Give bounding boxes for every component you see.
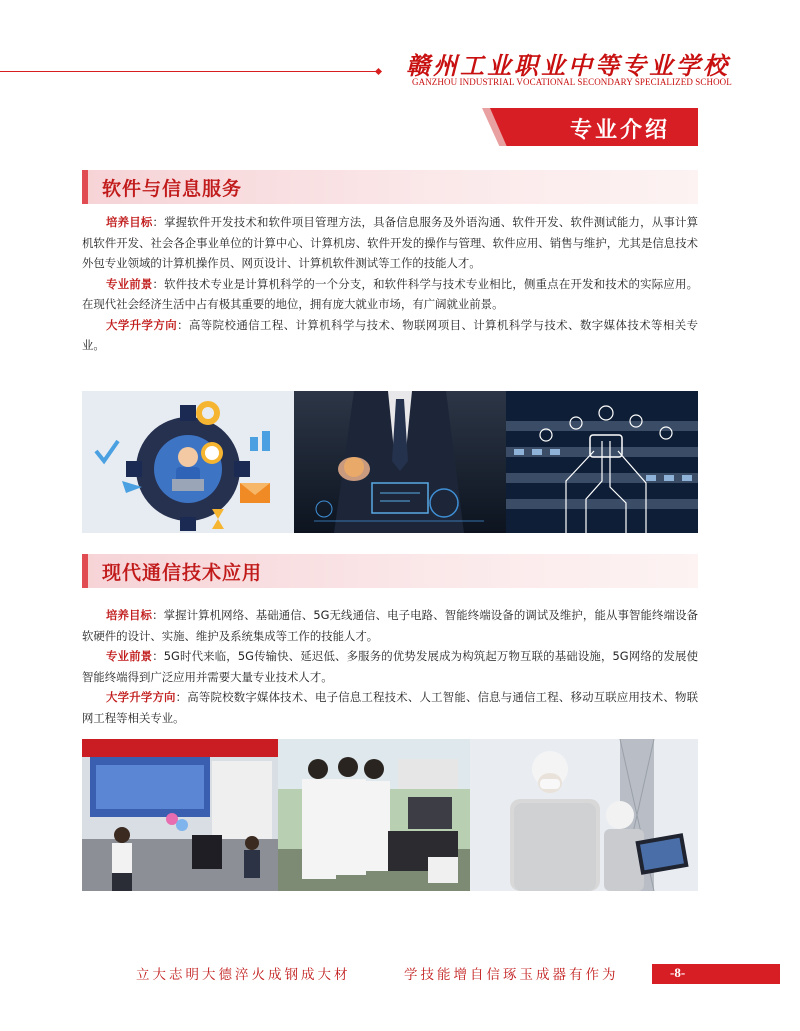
photo-software-illustration [82,391,294,533]
school-name-cn: 赣州工业职业中等专业学校 [406,51,730,80]
paragraph-study [82,315,698,356]
section-body-software [82,212,698,356]
photo-5g-exhibition [82,739,278,891]
text-prospect: ：软件技术专业是计算机科学的一个分支，和软件科学与技术专业相比，侧重点在开发和技术的实际应用。在现代社会经济生活中占有极其重要的地位，拥有庞大就业市场，有广阔就业前景。 [82,276,698,311]
header-rule [0,71,378,72]
label-prospect: 专业前景 [106,276,153,291]
section-title: 软件与信息服务 [102,178,243,200]
paragraph-prospect [82,646,698,687]
paragraph-goal [82,605,698,646]
label-goal: 培养目标 [106,608,153,622]
text-study: ：高等院校通信工程、计算机科学与技术、物联网项目、计算机科学与技术、数字媒体技术等相关专业。 [82,317,698,352]
text-goal: ：掌握计算机网络、基础通信、5G无线通信、电子电路、智能终端设备的调试及维护，能从事智能终端设备软硬件的设计、实施、维护及系统集成等工作的技能人才。 [82,608,698,643]
section-header-accent [82,170,88,204]
section-header-telecom [82,554,698,588]
paragraph-study [82,687,698,728]
footer-motto-left: 立大志明大德淬火成钢成大材 [136,967,351,983]
text-prospect: ：5G时代来临，5G传输快、延迟低、多服务的优势发展成为构筑起万物互联的基础设施，5G网络的发展使智能终端得到广泛应用并需要大量专业技术人才。 [82,649,698,684]
page-number-box [652,964,780,984]
paragraph-goal [82,212,698,274]
photo-students-lab [278,739,470,891]
footer-motto-right: 学技能增自信琢玉成器有作为 [404,967,619,983]
section-header-accent [82,554,88,588]
label-study: 大学升学方向 [106,317,178,332]
page-number: -8- [670,965,686,980]
text-study: ：高等院校数字媒体技术、电子信息工程技术、人工智能、信息与通信工程、移动互联应用技术、物联网工程等相关专业。 [82,690,698,725]
banner-title: 专业介绍 [569,118,670,143]
section-title: 现代通信技术应用 [102,562,263,584]
section-header-software [82,170,698,204]
paragraph-prospect [82,274,698,315]
photo-business-touchscreen [294,391,506,533]
label-prospect: 专业前景 [106,649,153,663]
text-goal: ：掌握软件开发技术和软件项目管理方法，具备信息服务及外语沟通、软件开发、软件测试能力，从事计算机软件开发、社会各企事业单位的计算中心、计算机房、软件开发的操作与管理、软件应用、销售与维护，尤其是信息技术外包专业领域的计算机操作员、网页设计、计算机软件测试等工作的技能人才。 [82,215,698,270]
photo-server-circuit [506,391,698,533]
section-body-telecom [82,605,698,728]
label-study: 大学升学方向 [106,690,176,704]
section-banner [482,108,698,146]
photo-technicians-tower [470,739,698,891]
school-name-en: GANZHOU INDUSTRIAL VOCATIONAL SECONDARY SPECIALIZED SCHOOL [412,77,732,87]
header-rule-dot [375,68,382,75]
label-goal: 培养目标 [106,215,153,229]
